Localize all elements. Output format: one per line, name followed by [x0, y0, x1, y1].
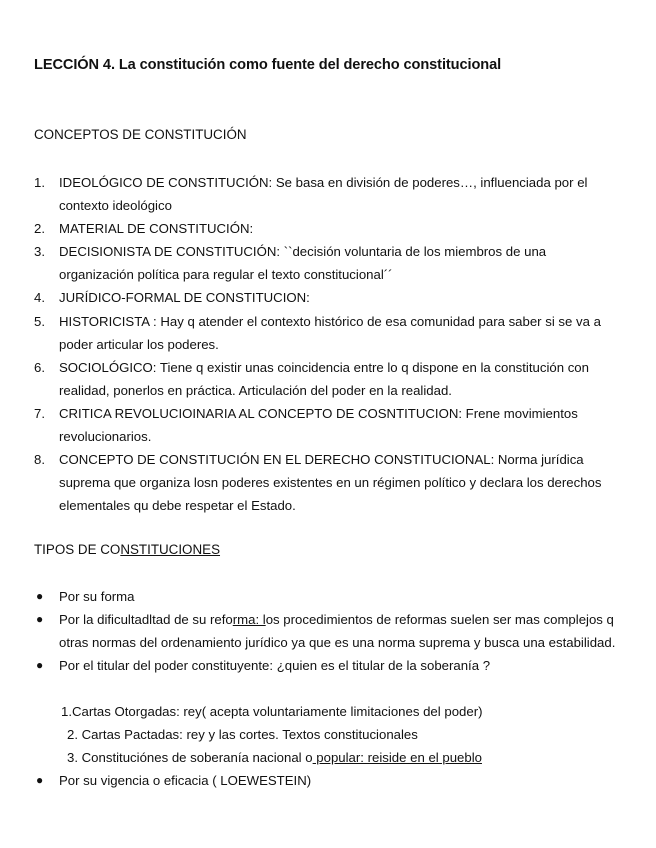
tipos-list-continued — [34, 769, 624, 792]
list-item-text: IDEOLÓGICO DE CONSTITUCIÓN: Se basa en división de poderes…, influenciada por el contexto ideológico — [59, 175, 588, 214]
list-item-text: CRITICA REVOLUCIOINARIA AL CONCEPTO DE COSNTITUCION: Frene movimientos revolucionarios. — [59, 405, 578, 445]
sub-item-soberania — [67, 746, 482, 769]
heading-text: TIPOS DE CO — [34, 542, 121, 557]
list-item-text: HISTORICISTA : Hay q atender el contexto histórico de esa comunidad para saber si se va a poder articular los poderes. — [59, 313, 601, 352]
bullet-item — [34, 654, 624, 677]
bullet-item-text: Por su vigencia o eficacia ( LOEWESTEIN) — [59, 773, 312, 788]
list-item — [34, 310, 624, 356]
bullet-item — [34, 769, 624, 792]
list-item-number: 2. — [34, 221, 45, 237]
list-item — [34, 286, 624, 309]
list-item — [34, 356, 624, 402]
bullet-item — [34, 585, 624, 608]
list-item-number: 5. — [34, 313, 45, 329]
list-item-text: CONCEPTO DE CONSTITUCIÓN EN EL DERECHO CONSTITUCIONAL: Norma jurídica suprema que organiza losn poderes existentes en un régimen político y declara los derechos elementales qu debe respetar el Estado. — [59, 452, 602, 514]
list-item — [34, 217, 624, 240]
list-item-number: 6. — [34, 359, 45, 375]
list-item-number: 4. — [34, 290, 45, 306]
list-item — [34, 402, 624, 448]
sub-item-text: 3. Constituciónes de soberanía nacional o — [67, 750, 313, 765]
bullet-icon: ● — [36, 612, 44, 627]
list-item-text: SOCIOLÓGICO: Tiene q existir unas coincidencia entre lo q dispone en la constitución con realidad, ponerlos en práctica. Articulación del poder en la realidad. — [59, 359, 589, 398]
tipos-list — [34, 585, 624, 677]
bullet-item-underlined-text: rma: l — [232, 612, 266, 628]
bullet-item — [34, 608, 624, 654]
list-item-number: 7. — [34, 405, 45, 421]
section-heading-conceptos: CONCEPTOS DE CONSTITUCIÓN — [34, 127, 247, 142]
list-item-number: 1. — [34, 175, 45, 190]
list-item-text: JURÍDICO-FORMAL DE CONSTITUCION: — [59, 290, 310, 306]
bullet-icon: ● — [36, 589, 44, 603]
list-item-number: 3. — [34, 244, 45, 260]
heading-underlined-text: NSTITUCIONES — [120, 542, 221, 557]
bullet-item-text: Por su forma — [59, 589, 135, 604]
page-title: LECCIÓN 4. La constitución como fuente del derecho constitucional — [34, 57, 502, 73]
bullet-item-text: Por el titular del poder constituyente: ¿quien es el titular de la soberanía ? — [59, 658, 491, 674]
bullet-icon: ● — [36, 773, 44, 787]
list-item — [34, 171, 624, 217]
sub-item-cartas-pactadas: 2. Cartas Pactadas: rey y las cortes. Textos constitucionales — [67, 727, 418, 742]
list-item-text: MATERIAL DE CONSTITUCIÓN: — [59, 221, 254, 237]
section-heading-tipos — [34, 542, 220, 557]
conceptos-list — [34, 171, 624, 517]
sub-item-cartas-otorgadas: 1.Cartas Otorgadas: rey( acepta voluntariamente limitaciones del poder) — [61, 704, 483, 719]
bullet-item-text: Por la dificultadltad de su refo — [59, 612, 233, 628]
bullet-icon: ● — [36, 658, 44, 673]
sub-item-underlined-text: popular: reiside en el pueblo — [312, 750, 482, 765]
list-item — [34, 240, 624, 286]
bullet-item-text: os procedimientos de reformas suelen ser mas complejos q otras normas del ordenamiento jurídico ya que es una norma suprema y busca una estabilidad. — [59, 612, 616, 651]
list-item — [34, 448, 624, 517]
list-item-number: 8. — [34, 452, 45, 468]
list-item-text: DECISIONISTA DE CONSTITUCIÓN: ``decisión voluntaria de los miembros de una organización política para regular el texto constitucional´´ — [59, 244, 547, 283]
